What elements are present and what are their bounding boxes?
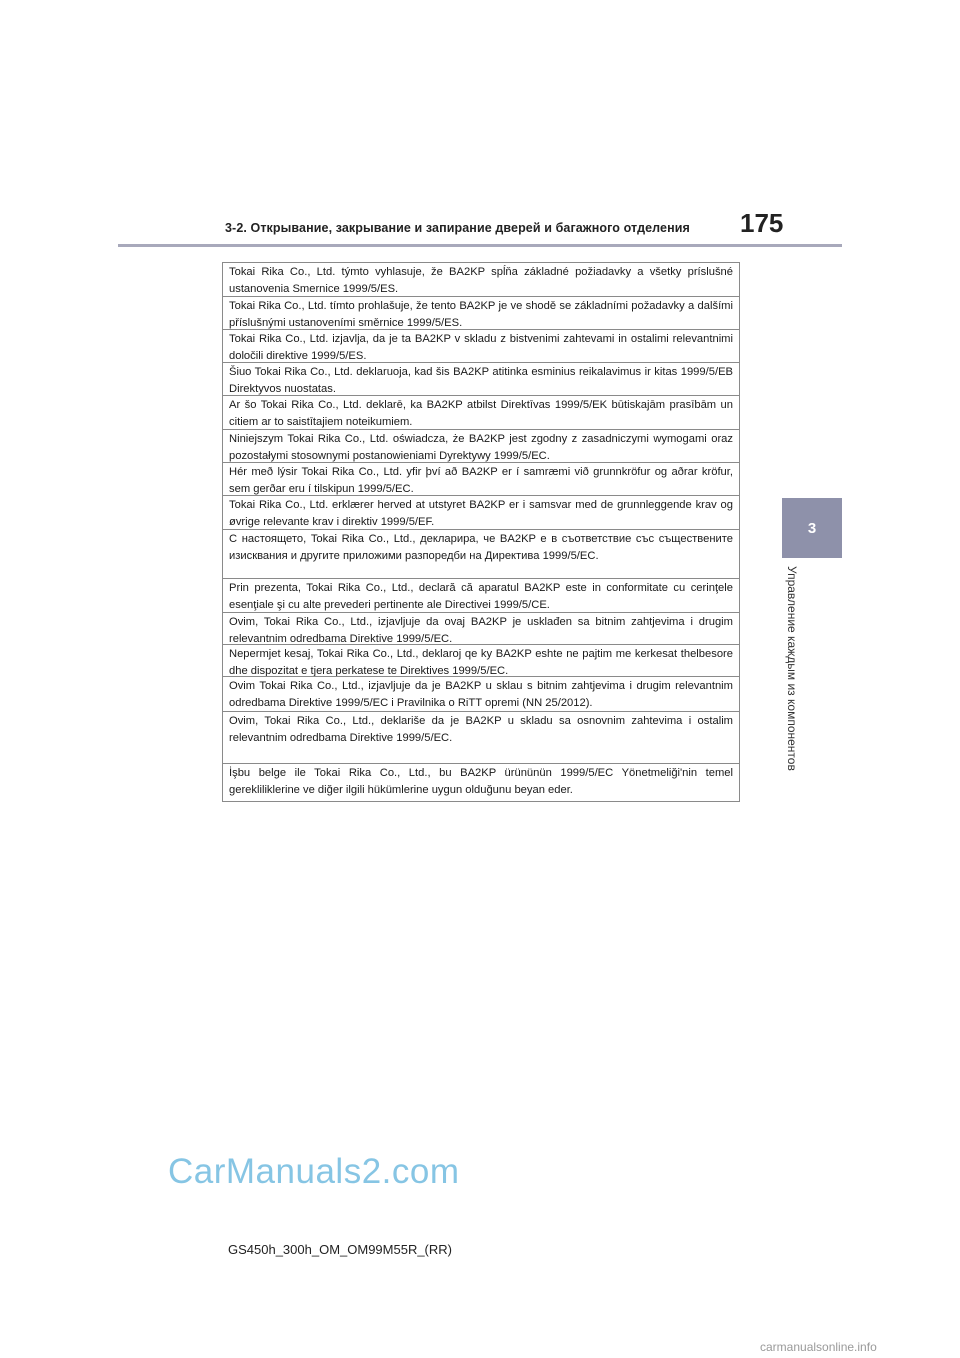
declaration-row-turkish: İşbu belge ile Tokai Rika Co., Ltd., bu BA2KP ürününün 1999/5/EC Yönetmeliği'nin temel gerekliliklerine ve diğer ilgili hükümlerine uygun olduğunu beyan eder. bbox=[223, 763, 739, 801]
declaration-row-bosnian: Ovim, Tokai Rika Co., Ltd., izjavljuje da ovaj BA2KP je usklađen sa bitnim zahtjevima i drugim relevantnim odredbama Direktive 1999/5/EC. bbox=[223, 612, 739, 644]
declaration-row-serbian: Ovim, Tokai Rika Co., Ltd., deklariše da je BA2KP u skladu sa osnovnim zahtevima i ostalim relevantnim odredbama Direktive 1999/5/EC. bbox=[223, 711, 739, 763]
declaration-row-slovenian: Tokai Rika Co., Ltd. izjavlja, da je ta BA2KP v skladu z bistvenimi zahtevami in ostalimi relevantnimi določili direktive 1999/5/ES. bbox=[223, 329, 739, 362]
header-divider bbox=[118, 244, 842, 247]
declaration-row-norwegian: Tokai Rika Co., Ltd. erklærer herved at utstyret BA2KP er i samsvar med de grunnleggende krav og øvrige relevante krav i direktiv 1999/5/EF. bbox=[223, 495, 739, 529]
page-header-title: 3-2. Открывание, закрывание и запирание дверей и багажного отделения bbox=[225, 221, 690, 235]
declaration-row-polish: Niniejszym Tokai Rika Co., Ltd. oświadcza, że BA2KP jest zgodny z zasadniczymi wymogami oraz pozostałymi stosownymi postanowieniami Dyrektywy 1999/5/EC. bbox=[223, 429, 739, 462]
declaration-row-bulgarian: С настоящето, Tokai Rika Co., Ltd., декларира, че BA2KP е в съответствие със съществените изисквания и другите приложими разпоредби на Директива 1999/5/ЕС. bbox=[223, 529, 739, 578]
declaration-row-slovak: Tokai Rika Co., Ltd. týmto vyhlasuje, že BA2KP spĺňa základné požiadavky a všetky príslušné ustanovenia Smernice 1999/5/ES. bbox=[229, 266, 733, 295]
section-side-title: Управление каждым из компонентов bbox=[785, 566, 799, 771]
footer-manual-code: GS450h_300h_OM_OM99M55R_(RR) bbox=[228, 1242, 452, 1257]
declaration-row-croatian: Ovim Tokai Rika Co., Ltd., izjavljuje da je BA2KP u sklau s bitnim zahtjevima i drugim relevantnim odredbama Direktive 1999/5/EC i Pravilnika o RiTT opremi (NN 25/2012). bbox=[223, 676, 739, 711]
section-tab-number: 3 bbox=[782, 498, 842, 558]
page-number: 175 bbox=[740, 208, 784, 238]
declaration-row-albanian: Nepermjet kesaj, Tokai Rika Co., Ltd., deklaroj qe ky BA2KP eshte ne pajtim me kerkesat thelbesore dhe dispozitat e tjera perkatese te Direktives 1999/5/EC. bbox=[223, 644, 739, 676]
declaration-row-romanian: Prin prezenta, Tokai Rika Co., Ltd., declară că aparatul BA2KP este in conformitate cu cerinţele esenţiale şi cu alte prevederi pertinente ale Directivei 1999/5/CE. bbox=[223, 578, 739, 612]
declaration-row-icelandic: Hér með lýsir Tokai Rika Co., Ltd. yfir því að BA2KP er í samræmi við grunnkröfur og aðrar kröfur, sem gerðar eru í tilskipun 1999/5/EC. bbox=[223, 462, 739, 495]
carmanuals-watermark: CarManuals2.com bbox=[168, 1152, 460, 1191]
declarations-table bbox=[222, 262, 740, 802]
declaration-row-lithuanian: Šiuo Tokai Rika Co., Ltd. deklaruoja, kad šis BA2KP atitinka esminius reikalavimus ir kitas 1999/5/EB Direktyvos nuostatas. bbox=[223, 362, 739, 395]
declaration-row-czech: Tokai Rika Co., Ltd. tímto prohlašuje, že tento BA2KP je ve shodě se základními požadavky a dalšími příslušnými ustanoveními směrnice 1999/5/ES. bbox=[223, 296, 739, 329]
bottom-site-watermark: carmanualsonline.info bbox=[760, 1340, 877, 1354]
declaration-row-latvian: Ar šo Tokai Rika Co., Ltd. deklarē, ka BA2KP atbilst Direktīvas 1999/5/EK būtiskajām prasībām un citiem ar to saistītajiem noteikumiem. bbox=[223, 395, 739, 429]
